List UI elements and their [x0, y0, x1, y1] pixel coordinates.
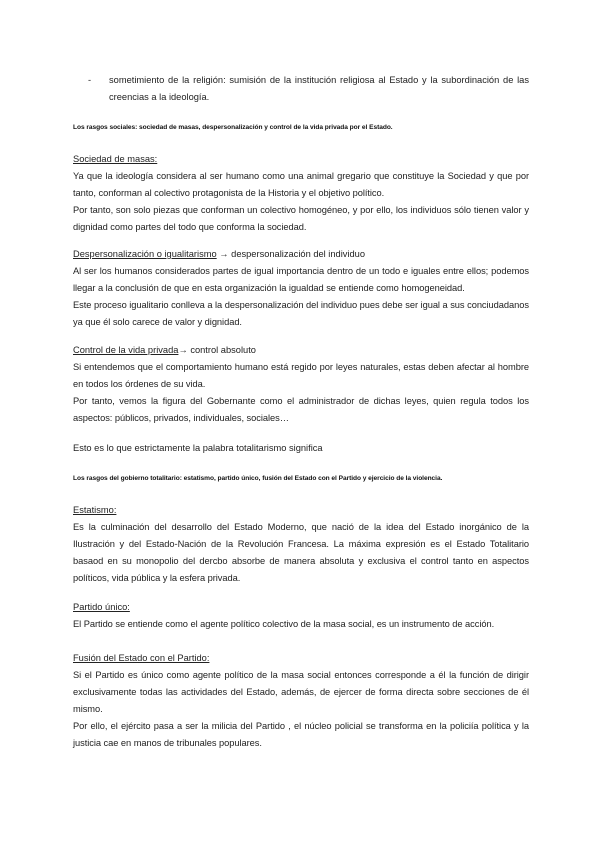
despersonalizacion-arrow-text: → despersonalización del individuo [219, 249, 366, 259]
despersonalizacion-body [73, 263, 529, 331]
government-features-heading: Los rasgos del gobierno totalitario: estatismo, partido único, fusión del Estado con el Partido y ejercicio de la violencia. [73, 475, 443, 482]
estatismo-body [73, 519, 529, 587]
control-paragraph-1: Si entendemos que el comportamiento humano está regido por leyes naturales, estas deben afectar al hombre en todos los órdenes de su vida. [73, 362, 529, 389]
estatismo-paragraph-1: Es la culminación del desarrollo del Estado Moderno, que nació de la idea del Estado inorgánico de la Ilustración y del Estado-Nación de la Revolución Francesa. La máxima expresión es el Estado Totalitario basaod en su monopolio del dercbo absorbe de manera absoluta y exclusiva el control tanto en aspectos políticos, vida pública y la esfera privada. [73, 522, 529, 583]
control-arrow-text: → control absoluto [178, 345, 256, 355]
despersonalizacion-paragraph-2: Este proceso igualitario conlleva a la despersonalización del individuo pues debe ser igual a sus conciudadanos ya que él solo carece de valor y dignidad. [73, 300, 529, 327]
bullet-text: sometimiento de la religión: sumisión de la institución religiosa al Estado y la subordinación de las creencias a la ideología. [109, 75, 529, 102]
fusion-subheading [73, 650, 529, 667]
partido-subheading [73, 599, 529, 616]
estatismo-subheading [73, 502, 529, 519]
partido-title: Partido único: [73, 602, 130, 612]
control-subheading [73, 342, 529, 359]
partido-body [73, 616, 529, 633]
fusion-paragraph-1: Si el Partido es único como agente político de la masa social entonces corresponde a él la función de dirigir exclusivamente todas las actividades del Estado, además, de ejercer de forma directa sobre secciones de él mismo. [73, 670, 529, 714]
masas-paragraph-2: Por tanto, son solo piezas que conforman un colectivo homogéneo, y por ello, los individuos sólo tienen valor y dignidad como partes del todo que conforma la sociedad. [73, 205, 529, 232]
fusion-body [73, 667, 529, 752]
masas-title: Sociedad de masas: [73, 154, 158, 164]
control-paragraph-2: Por tanto, vemos la figura del Gobernante como el administrador de dichas leyes, quien regula todos los aspectos: públicos, privados, individuales, sociales… [73, 396, 529, 423]
estatismo-title: Estatismo: [73, 505, 117, 515]
despersonalizacion-paragraph-1: Al ser los humanos considerados partes de igual importancia dentro de un todo e iguales entre ellos; podemos llegar a la conclusión de que en esta organización la igualdad se entiende como homogeneidad. [73, 266, 529, 293]
partido-paragraph-1: El Partido se entiende como el agente político colectivo de la masa social, es un instrumento de acción. [73, 619, 495, 629]
fusion-title: Fusión del Estado con el Partido: [73, 653, 210, 663]
control-body [73, 359, 529, 427]
masas-subheading [73, 151, 529, 168]
fusion-paragraph-2: Por ello, el ejército pasa a ser la milicia del Partido , el núcleo policial se transforma en la policiía política y la justicia cae en manos de tribunales populares. [73, 721, 529, 748]
despersonalizacion-title: Despersonalización o igualitarismo [73, 249, 217, 259]
masas-paragraph-1: Ya que la ideología considera al ser humano como una animal gregario que constituye la Sociedad y que por tanto, conforman al colectivo protagonista de la Historia y el objetivo político. [73, 171, 529, 198]
bullet-dash: - [88, 75, 92, 85]
conclusion-line: Esto es lo que estrictamente la palabra totalitarismo significa [73, 443, 323, 453]
control-title: Control de la vida privada [73, 345, 179, 355]
social-features-heading: Los rasgos sociales: sociedad de masas, despersonalización y control de la vida privada por el Estado. [73, 124, 393, 131]
masas-body [73, 168, 529, 236]
despersonalizacion-subheading [73, 246, 529, 263]
